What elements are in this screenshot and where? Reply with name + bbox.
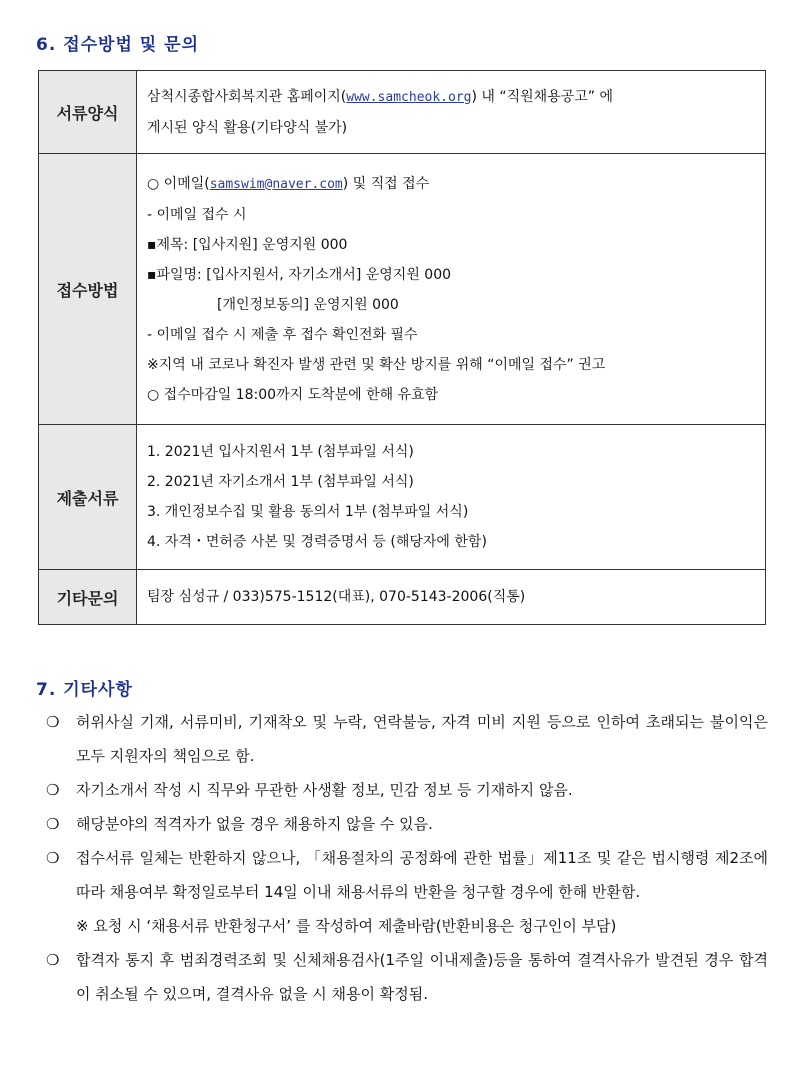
- section-7-title: 7. 기타사항: [36, 680, 133, 700]
- section-6-title: 6. 접수방법 및 문의: [36, 35, 199, 55]
- circle-bullet-icon: ❍: [46, 951, 60, 969]
- note-item: [38, 705, 768, 773]
- method-line-3: ▪제목: [입사지원] 운영지원 000: [147, 236, 348, 253]
- note-text: 합격자 통지 후 범죄경력조회 및 신체채용검사(1주일 이내제출)등을 통하여 결격사유가 발견된 경우 합격이 취소될 수 있으며, 결격사유 없을 시 채용이 확정됨.: [76, 951, 768, 1003]
- note-text: 접수서류 일체는 반환하지 않으나, 「채용절차의 공정화에 관한 법률」제11조 및 같은 법시행령 제2조에 따라 채용여부 확정일로부터 14일 이내 채용서류의 반환을 청구할 경우에 한해 반환함.: [76, 849, 768, 901]
- subnote: ※ 요청 시 ‘채용서류 반환청구서’ 를 작성하여 제출바람(반환비용은 청구인이 부담): [76, 917, 617, 935]
- table-row-method: [39, 154, 766, 425]
- email-link[interactable]: samswim@naver.com: [209, 176, 343, 192]
- form-text-post: ) 내 “직원채용공고” 에: [471, 88, 613, 105]
- note-text: 허위사실 기재, 서류미비, 기재착오 및 누락, 연락불능, 자격 미비 지원 등으로 인하여 초래되는 불이익은 모두 지원자의 책임으로 함.: [76, 713, 768, 765]
- circle-bullet-icon: ❍: [46, 713, 60, 731]
- doc-item: 3. 개인정보수집 및 활용 동의서 1부 (첨부파일 서식): [147, 504, 469, 520]
- method-line-8: ○ 접수마감일 18:00까지 도착분에 한해 유효함: [147, 386, 439, 403]
- circle-bullet-icon: ❍: [46, 815, 60, 833]
- circle-bullet-icon: ❍: [46, 849, 60, 867]
- doc-item: 2. 2021년 자기소개서 1부 (첨부파일 서식): [147, 474, 414, 490]
- doc-item: 4. 자격・면허증 사본 및 경력증명서 등 (해당자에 한함): [147, 534, 487, 550]
- row-label-form: 서류양식: [39, 71, 137, 154]
- application-info-table: [38, 70, 766, 625]
- circle-bullet-icon: ❍: [46, 781, 60, 799]
- method-text-pre: ○ 이메일(: [147, 175, 210, 192]
- note-item: [38, 773, 768, 807]
- note-item: [38, 807, 768, 841]
- homepage-link[interactable]: www.samcheok.org: [346, 89, 472, 105]
- row-value-contact: 팀장 심성규 / 033)575-1512(대표), 070-5143-2006(직통): [137, 570, 766, 625]
- note-item: [38, 841, 768, 909]
- method-text-post: ) 및 직접 접수: [342, 175, 430, 192]
- method-line-7: ※지역 내 코로나 확진자 발생 관련 및 확산 방지를 위해 “이메일 접수” 권고: [147, 356, 606, 373]
- method-line-4: ▪파일명: [입사지원서, 자기소개서] 운영지원 000: [147, 266, 452, 283]
- doc-item: 1. 2021년 입사지원서 1부 (첨부파일 서식): [147, 444, 414, 460]
- method-line-2: - 이메일 접수 시: [147, 206, 247, 223]
- row-label-docs: 제출서류: [39, 425, 137, 570]
- note-item: [38, 943, 768, 1011]
- form-line-2: 게시된 양식 활용(기타양식 불가): [147, 119, 348, 136]
- notes-list: [38, 705, 768, 1011]
- table-row-contact: [39, 570, 766, 625]
- form-text-pre: 삼척시종합사회복지관 홈페이지(: [147, 88, 347, 105]
- row-value-docs: [137, 425, 766, 570]
- note-text: 자기소개서 작성 시 직무와 무관한 사생활 정보, 민감 정보 등 기재하지 않음.: [76, 781, 573, 799]
- form-line-1: [147, 82, 755, 113]
- method-line-6: - 이메일 접수 시 제출 후 접수 확인전화 필수: [147, 326, 418, 343]
- table-row-form: [39, 71, 766, 154]
- row-label-method: 접수방법: [39, 154, 137, 425]
- row-value-form: [137, 71, 766, 154]
- method-line-1: [147, 169, 755, 200]
- method-line-5: [개인정보동의] 운영지원 000: [217, 296, 399, 313]
- table-row-docs: [39, 425, 766, 570]
- row-value-method: [137, 154, 766, 425]
- row-label-contact: 기타문의: [39, 570, 137, 625]
- note-text: 해당분야의 적격자가 없을 경우 채용하지 않을 수 있음.: [76, 815, 433, 833]
